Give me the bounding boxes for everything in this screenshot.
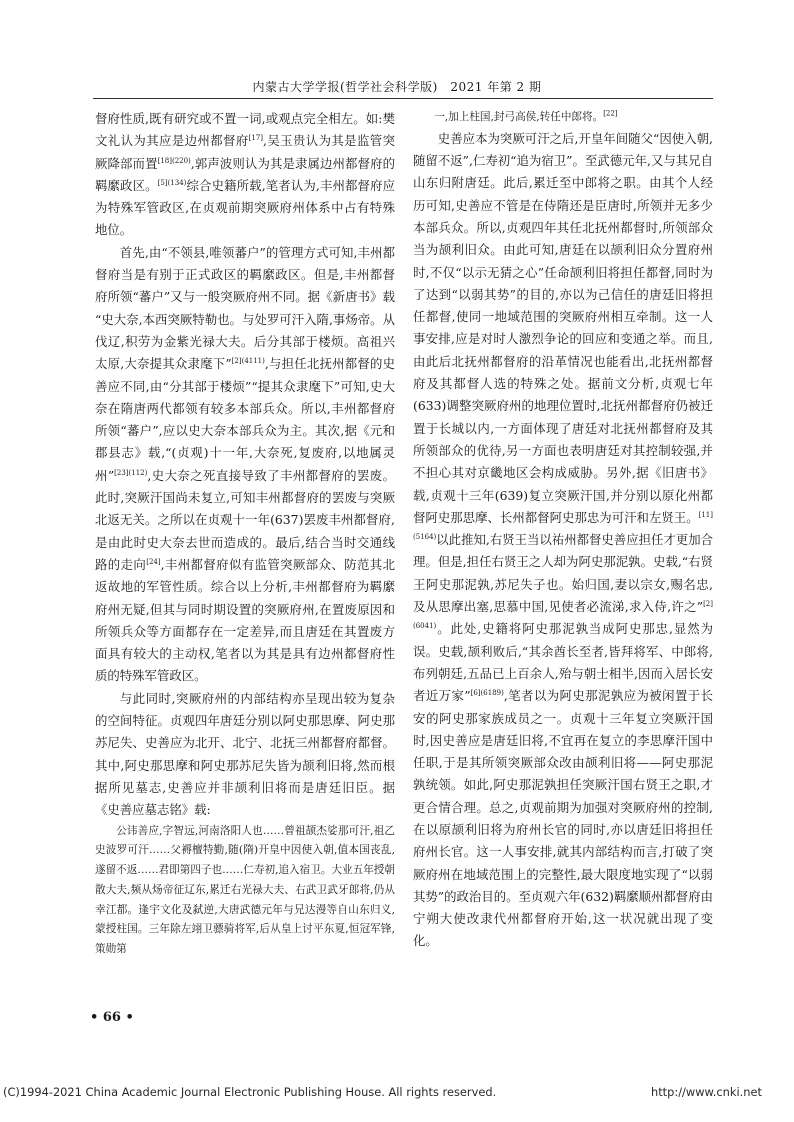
paragraph — [95, 242, 395, 688]
paragraph: 与此同时,突厥府州的内部结构亦呈现出较为复杂的空间特征。贞观四年唐廷分别以阿史那思摩、阿史那苏尼失、史善应为北开、北宁、北抚三州都督府都督。其中,阿史那思摩和阿史那苏尼失皆为颉利旧将,然而根据所见墓志,史善应并非颉利旧将而是唐廷旧臣。据《史善应墓志铭》载: — [95, 690, 395, 818]
citation: [23](112) — [114, 468, 148, 477]
citation: [5](134) — [157, 178, 187, 187]
text-run: ,吴玉贵认为其是监管突厥降部而置 — [95, 133, 395, 171]
right-column — [413, 108, 713, 953]
header-rule — [93, 98, 713, 99]
text-run: ,与担任北抚州都督的史善应不同,由“分其部于楼烦”“提其众隶麾下”可知,史大奈在隋唐两代都领有较多本部兵众。所以,丰州都督府所领“蕃户”,应以史大奈本部兵众为主。其次,据《元和郡县志》载,“(贞观)十一年,大奈死,复废府,以地属灵州” — [95, 356, 395, 483]
citation: [17] — [248, 134, 264, 143]
block-quote: 公讳善应,字智远,河南洛阳人也……曾祖颉杰娑那可汗,祖乙史波罗可汗……父褥檀特勤,随(隋)开皇中因使入朝,值本国丧乱,遂留不返……君即第四子也……仁寿初,追入宿卫。大业五年授朝散大夫,频从炀帝征辽东,累迁右光禄大夫、右武卫武牙郎将,仍从幸江都。逢宇文化及弑逆,大唐武德元年与兄达漫等自山东归义,蒙授柱国。三年除左翊卫骠骑将军,后从皇上讨平东夏,恒冠军锋,策勋第 — [95, 824, 395, 956]
citation: [22] — [603, 109, 618, 118]
left-column — [95, 108, 395, 960]
citation: [2](6041) — [413, 599, 713, 631]
block-quote-end — [413, 108, 713, 128]
copyright-text: (C)1994-2021 China Academic Journal Electronic Publishing House. All rights reserved. — [3, 1085, 497, 1099]
text-run: ,郭声波则认为其是隶属边州都督府的羁縻政区。 — [95, 155, 395, 193]
paragraph — [413, 128, 713, 953]
citation: [2](4111) — [231, 357, 265, 366]
paragraph — [95, 108, 395, 242]
citation: [24] — [146, 557, 161, 566]
running-header: 内蒙古大学学报(哲学社会科学版) 2021 年第 2 期 — [252, 80, 542, 94]
text-run: 首先,由“不领县,唯领蕃户”的管理方式可知,丰州都督府当是有别于正式政区的羁縻政区。但是,丰州都督府所领“蕃户”又与一般突厥府州不同。据《新唐书》载 “史大奈,本西突厥特勒也。与处罗可汗入隋,事炀帝。从伐辽,积劳为金紫光禄大夫。后分其部于楼烦。高祖兴太原,大奈提其众隶麾下” — [95, 244, 395, 372]
text-run: ,笔者以为阿史那泥孰应为被闲置于长安的阿史那家族成员之一。贞观十三年复立突厥汗国时,因史善应是唐廷旧将,不宜再在复立的李思摩汗国中任职,于是其所领突厥部众改由颉利旧将——阿史那泥孰统领。如此,阿史那泥孰担任突厥汗国右贤王之职,才更合情合理。总之,贞观前期为加强对突厥府州的控制,在以原颉利旧将为府州长官的同时,亦以唐廷旧将担任府州长官。这一人事安排,就其内部结构而言,打破了突厥府州在地域范围上的完整性,最大限度地实现了“以弱其势”的政治目的。至贞观六年(632)羁縻顺州都督府由宁朔大使改隶代州都督府开始,这一状况就出现了变化。 — [413, 688, 713, 949]
text-run: 综合史籍所载,笔者认为,丰州都督府应为特殊军管政区,在贞观前期突厥府州体系中占有特殊地位。 — [95, 177, 395, 238]
text-run: 督府性质,既有研究或不置一词,或观点完全相左。如:樊文礼认为其应是边州都督府 — [95, 111, 395, 149]
text-run: 。此处,史籍将阿史那泥孰当成阿史那忠,显然为误。史载,颉利败后,“其余酋长至者,皆拜将军、中郎将,布列朝廷,五品已上百余人,殆与朝士相半,因而入居长安者近万家” — [413, 621, 713, 704]
text-run: 史善应本为突厥可汗之后,开皇年间随父“因使入朝,随留不返”,仁寿初“追为宿卫”。至武德元年,又与其兄自山东归附唐廷。此后,累迁至中郎将之职。由其个人经历可知,史善应不管是在侍隋还是臣唐时,所领并无多少本部兵众。所以,贞观四年其任北抚州都督时,所领部众当为颉利旧众。由此可知,唐廷在以颉利旧众分置府州时,不仅“以示无猜之心”任命颉利旧将担任都督,同时为了达到“以弱其势”的目的,亦以为己信任的唐廷旧将担任都督,使同一地域范围的突厥府州相互牵制。这一人事安排,应是对时人激烈争论的回应和变通之举。而且,由此后北抚州都督府的沿革情况也能看出,北抚州都督府及其都督人选的特殊之处。据前文分析,贞观七年(633)调整突厥府州的地理位置时,北抚州都督府仍被迁置于长城以内,一方面体现了唐廷对北抚州都督府及其所领部众的优待,另一方面也表明唐廷对其控制较强,并不担心其对京畿地区会构成威胁。另外,据《旧唐书》载,贞观十三年(639)复立突厥汗国,并分别以原化州都督阿史那思摩、长州都督阿史那忠为可汗和左贤王。 — [413, 130, 713, 525]
text-run: 一,加上柱国,封弓高侯,转任中郎将。 — [434, 111, 604, 123]
citation: [6](6189) — [470, 689, 504, 698]
text-run: ,丰州都督府似有监管突厥部众、防范其北返故地的军管性质。综合以上分析,丰州都督府为羁縻府州无疑,但其与同时期设置的突厥府州,在置废原因和所领兵众等方面都存在一定差异,而且唐廷在其置废方面具有较大的主动权,笔者以为其是具有边州都督府性质的特殊军管政区。 — [95, 556, 395, 684]
citation: [11](5164) — [413, 510, 713, 542]
footer-link[interactable]: http://www.cnki.net — [651, 1085, 762, 1099]
text-run: 以此推知,右贤王当以祐州都督史善应担任才更加合理。但是,担任右贤王之人却为阿史那泥孰。史载,“右贤王阿史那泥孰,苏尼失子也。始归国,妻以宗女,赐名忠,及从思摩出塞,思慕中国,见使者必流涕,求入侍,许之” — [413, 532, 713, 615]
page-number: • 66 • — [90, 1010, 134, 1025]
text-run: ,史大奈之死直接导致了丰州都督府的罢废。此时,突厥汗国尚未复立,可知丰州都督府的罢废与突厥北返无关。之所以在贞观十一年(637)罢废丰州都督府,是由此时史大奈去世而造成的。最后,结合当时交通线路的走向 — [95, 467, 395, 572]
citation: [18](220) — [157, 156, 191, 165]
